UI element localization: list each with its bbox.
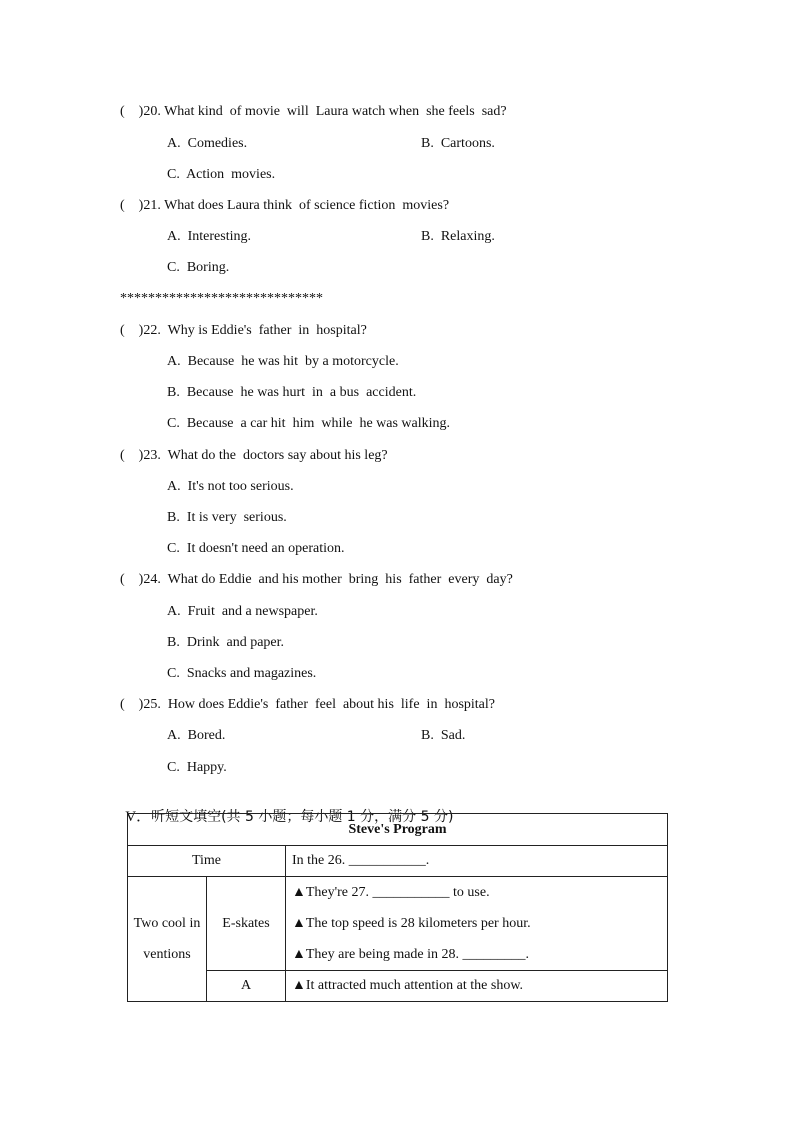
time-value: In the 26. ___________. [286, 846, 668, 877]
time-label: Time [128, 846, 286, 877]
option-20-a: A. Comedies. [167, 136, 248, 151]
option-25-b: B. Sad. [421, 728, 466, 743]
option-23-b: B. It is very serious. [167, 510, 287, 525]
eskates-label: E-skates [207, 877, 286, 971]
invention-a-detail: ▲It attracted much attention at the show. [286, 971, 668, 1002]
option-22-a: A. Because he was hit by a motorcycle. [167, 354, 399, 369]
eskates-details [286, 877, 668, 971]
question-21: ( )21. What does Laura think of science fiction movies? [120, 198, 450, 213]
option-21-b: B. Relaxing. [421, 229, 495, 244]
option-20-b: B. Cartoons. [421, 136, 495, 151]
option-20-c: C. Action movies. [167, 167, 276, 182]
section-title: 听短文填空(共 5 小题；每小题 1 分，满分 5 分) [151, 809, 454, 825]
option-25-a: A. Bored. [167, 728, 226, 743]
option-21-c: C. Boring. [167, 260, 230, 275]
option-22-c: C. Because a car hit him while he was walking. [167, 416, 451, 431]
option-24-a: A. Fruit and a newspaper. [167, 604, 318, 619]
eskates-line-1: ▲They're 27. ___________ to use. [292, 885, 490, 900]
question-20: ( )20. What kind of movie will Laura watch when she feels sad? [120, 104, 507, 119]
option-21-a: A. Interesting. [167, 229, 251, 244]
eskates-line-3: ▲They are being made in 28. _________. [292, 947, 530, 962]
invention-a-label: A [207, 971, 286, 1002]
question-24: ( )24. What do Eddie and his mother bring his father every day? [120, 572, 513, 587]
question-25: ( )25. How does Eddie's father feel about his life in hospital? [120, 697, 495, 712]
table-title: Steve's Program [128, 814, 668, 846]
group-label: Two cool inventions [128, 877, 207, 1002]
eskates-line-2: ▲The top speed is 28 kilometers per hour. [292, 916, 531, 931]
program-table [127, 813, 668, 1002]
option-23-a: A. It's not too serious. [167, 479, 294, 494]
section-numeral: V． [125, 809, 152, 825]
option-25-c: C. Happy. [167, 760, 227, 775]
question-22: ( )22. Why is Eddie's father in hospital? [120, 323, 367, 338]
question-23: ( )23. What do the doctors say about his leg? [120, 448, 388, 463]
divider-stars: ***************************** [120, 291, 323, 306]
option-22-b: B. Because he was hurt in a bus accident. [167, 385, 417, 400]
option-24-b: B. Drink and paper. [167, 635, 285, 650]
option-23-c: C. It doesn't need an operation. [167, 541, 345, 556]
option-24-c: C. Snacks and magazines. [167, 666, 317, 681]
